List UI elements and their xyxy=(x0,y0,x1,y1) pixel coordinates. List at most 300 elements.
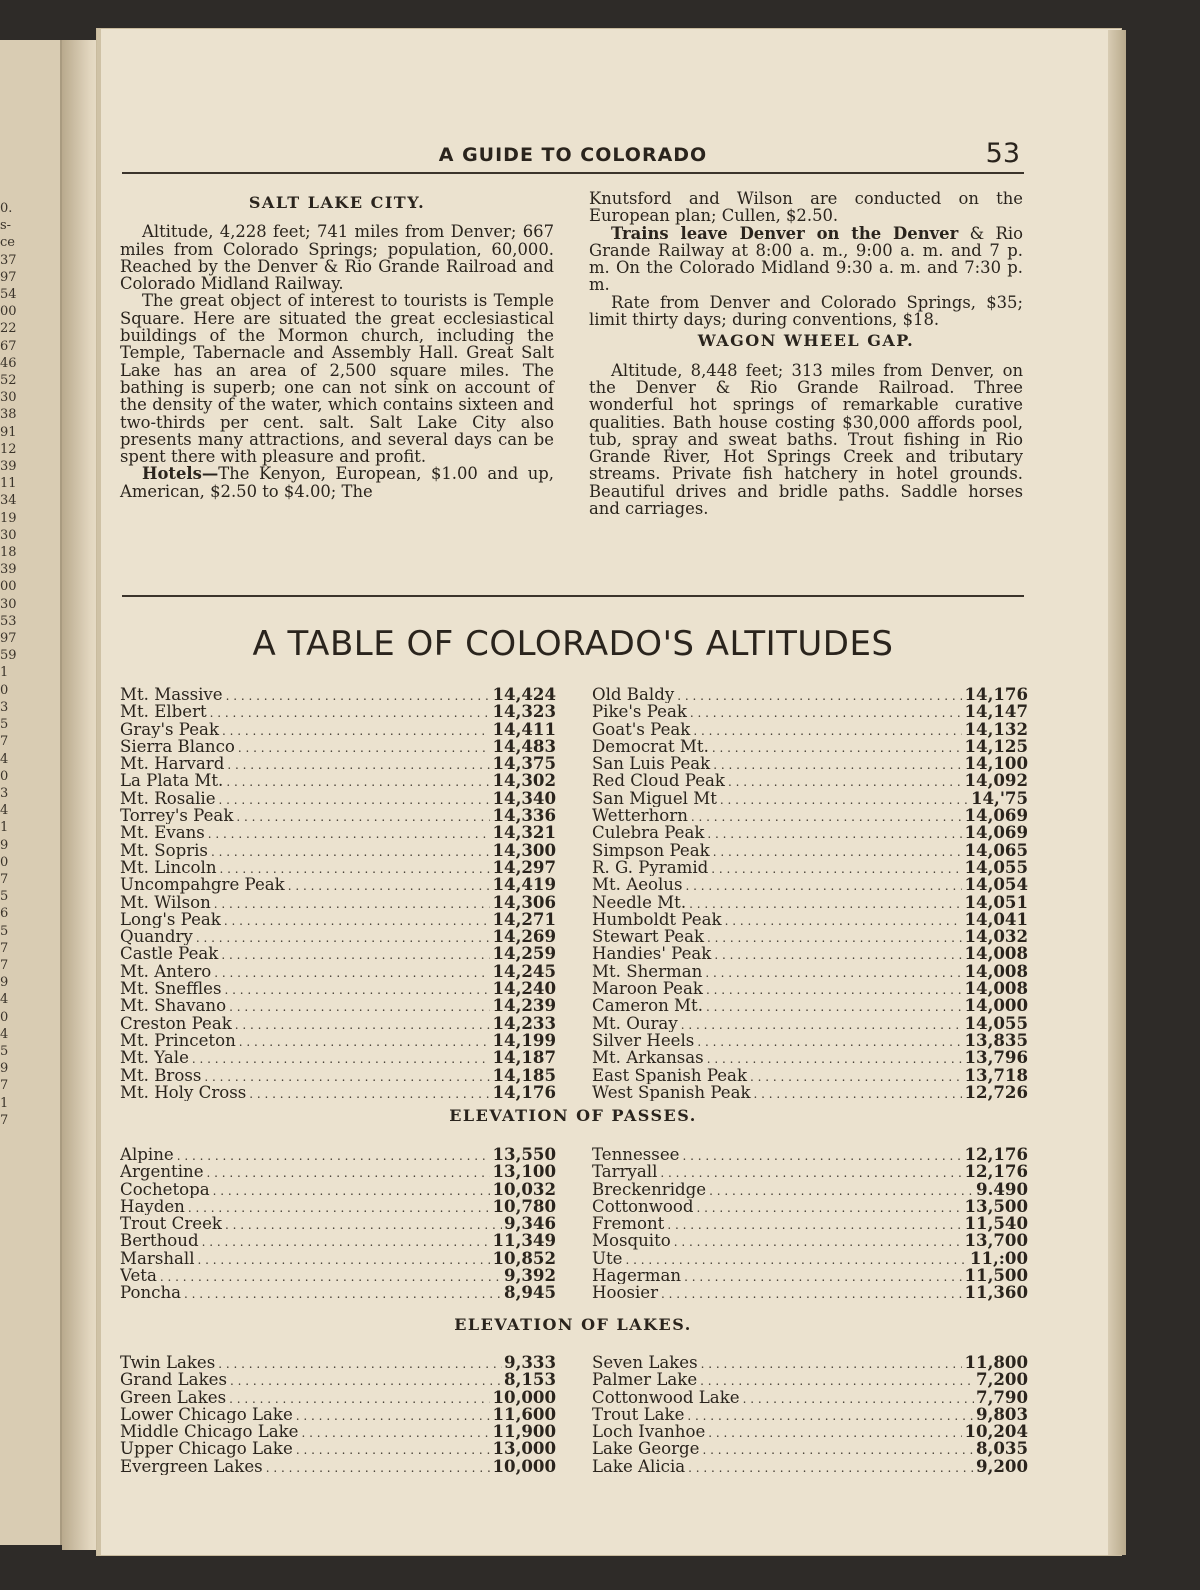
salt-lake-paragraph-2: The great object of interest to tourists is Temple Square. Here are situated the great ecclesiastical buildings of the Mormon church, including the Temple, Tabernacle and Assembly Hall. Great Salt Lake has an area of 2,500 square miles. The bathing is superb; one can not sink on account of the density of the water, which contains sixteen and two-thirds per cent. salt. Salt Lake City also presents many attractions, and several days can be spent there with pleasure and profit. xyxy=(120,291,554,467)
dot-leader xyxy=(226,686,491,703)
page-edge-shadow xyxy=(1108,30,1126,1555)
hotels-text: The Kenyon, European, $1.00 and up, American, $2.50 to $4.00; The xyxy=(120,464,554,501)
salt-lake-hotels xyxy=(120,465,554,500)
margin-fragment: 4 xyxy=(0,751,9,767)
elevation-value: 14,032 xyxy=(964,928,1028,946)
margin-fragment: 46 xyxy=(0,355,17,371)
elevation-row xyxy=(120,1198,556,1215)
dot-leader xyxy=(266,1458,491,1475)
dot-leader xyxy=(703,1440,975,1457)
place-name: Maroon Peak xyxy=(592,980,703,998)
place-name: Argentine xyxy=(120,1163,204,1181)
dot-leader xyxy=(202,1232,491,1249)
margin-fragment: 7 xyxy=(0,734,9,750)
elevation-row xyxy=(592,842,1028,859)
elevation-value: 14,340 xyxy=(492,789,556,808)
elevation-row xyxy=(592,876,1028,893)
trains-paragraph xyxy=(589,225,1023,294)
elevation-value: 14,187 xyxy=(492,1049,556,1067)
place-name: Mt. Antero xyxy=(120,962,212,981)
elevation-row xyxy=(120,876,556,893)
place-name: Stewart Peak xyxy=(592,928,705,946)
elevation-row xyxy=(592,945,1028,962)
dot-leader xyxy=(224,911,491,928)
place-name: Palmer Lake xyxy=(592,1371,698,1389)
margin-fragment: 1 xyxy=(0,820,9,836)
elevation-value: 9,803 xyxy=(976,1405,1028,1424)
elevation-row xyxy=(592,807,1028,824)
place-name: Red Cloud Peak xyxy=(592,772,725,790)
elevation-row xyxy=(592,1250,1028,1267)
place-name: Needle Mt. xyxy=(592,893,687,911)
elevation-row xyxy=(592,980,1028,997)
elevation-value: 8,035 xyxy=(976,1440,1028,1458)
place-name: Mt. Elbert xyxy=(120,703,207,721)
elevation-row xyxy=(592,1049,1028,1066)
dot-leader xyxy=(750,1067,962,1084)
elevation-row xyxy=(120,1146,556,1163)
elevation-value: 8,945 xyxy=(504,1284,556,1302)
dot-leader xyxy=(625,1250,967,1267)
margin-fragment: 53 xyxy=(0,613,17,629)
margin-fragment: 00 xyxy=(0,304,17,320)
elevation-row xyxy=(592,1458,1028,1475)
place-name: Mt. Lincoln xyxy=(120,858,217,877)
elevation-row xyxy=(120,1406,556,1423)
elevation-value: 14,132 xyxy=(964,720,1028,738)
dot-leader xyxy=(230,1371,502,1388)
dot-leader xyxy=(688,1458,974,1475)
margin-fragment: 39 xyxy=(0,459,17,475)
dot-leader xyxy=(674,1232,963,1249)
elevation-row xyxy=(120,1267,556,1284)
elevation-row xyxy=(120,1084,556,1101)
place-name: Lower Chicago Lake xyxy=(120,1405,293,1424)
elevation-value: 11,600 xyxy=(492,1405,556,1424)
elevation-value: 13,718 xyxy=(964,1066,1028,1084)
elevation-value: 13,500 xyxy=(964,1197,1028,1216)
margin-fragment: 97 xyxy=(0,631,17,647)
margin-fragment: 5 xyxy=(0,1043,9,1059)
passes-left-list xyxy=(120,1146,556,1302)
elevation-row xyxy=(592,703,1028,720)
margin-fragment: 91 xyxy=(0,424,17,440)
elevation-value: 14,297 xyxy=(492,858,556,877)
elevation-row xyxy=(120,1215,556,1232)
elevation-value: 14,008 xyxy=(964,962,1028,981)
elevation-value: 9.490 xyxy=(976,1180,1028,1198)
dot-leader xyxy=(229,1389,490,1406)
place-name: Cameron Mt. xyxy=(592,997,703,1015)
place-name: Middle Chicago Lake xyxy=(120,1423,299,1441)
dot-leader xyxy=(196,928,491,945)
dot-leader xyxy=(288,876,491,893)
elevation-value: 14,483 xyxy=(492,737,556,756)
elevation-row xyxy=(592,1406,1028,1423)
place-name: Ute xyxy=(592,1249,623,1268)
dot-leader xyxy=(177,1146,491,1163)
place-name: Cochetopa xyxy=(120,1180,210,1198)
elevation-value: 14,041 xyxy=(964,910,1028,929)
place-name: Mt. Rosalie xyxy=(120,789,216,808)
elevation-row xyxy=(592,1084,1028,1101)
dot-leader xyxy=(188,1198,491,1215)
dot-leader xyxy=(211,842,491,859)
dot-leader xyxy=(192,1049,491,1066)
margin-fragment: 4 xyxy=(0,803,9,819)
elevation-value: 14,147 xyxy=(964,703,1028,721)
elevation-value: 11,500 xyxy=(964,1267,1028,1285)
dot-leader xyxy=(684,1267,962,1284)
elevation-row xyxy=(592,824,1028,841)
dot-leader xyxy=(686,876,963,893)
place-name: Alpine xyxy=(120,1146,174,1164)
elevation-row xyxy=(592,928,1028,945)
place-name: Torrey's Peak xyxy=(120,807,234,825)
dot-leader xyxy=(707,824,962,841)
place-name: Mt. Princeton xyxy=(120,1031,236,1050)
running-header xyxy=(122,140,1024,174)
rate-paragraph: Rate from Denver and Colorado Springs, $35; limit thirty days; during conventions, $18. xyxy=(589,292,1023,330)
place-name: Simpson Peak xyxy=(592,841,710,859)
place-name: Seven Lakes xyxy=(592,1354,698,1372)
section-divider xyxy=(122,595,1024,597)
margin-fragment: 9 xyxy=(0,1061,9,1077)
place-name: Mt. Holy Cross xyxy=(120,1083,247,1102)
margin-fragment: 00 xyxy=(0,579,17,595)
place-name: Veta xyxy=(120,1267,157,1285)
trains-text: & Rio Grande Railway at 8:00 a. m., 9:00 a. m. and 7 p. m. On the Colorado Midland 9:30 a. m. and 7:30 p. m. xyxy=(589,223,1023,295)
margin-fragment: 39 xyxy=(0,562,17,578)
dot-leader xyxy=(691,807,963,824)
margin-fragment: 30 xyxy=(0,390,17,406)
elevation-row xyxy=(592,790,1028,807)
elevation-row xyxy=(592,772,1028,789)
place-name: Sierra Blanco xyxy=(120,737,235,756)
dot-leader xyxy=(705,963,962,980)
elevation-value: 14,323 xyxy=(492,703,556,721)
dot-leader xyxy=(713,755,962,772)
elevation-row xyxy=(592,755,1028,772)
dot-leader xyxy=(229,997,490,1014)
margin-fragment: 7 xyxy=(0,940,9,956)
hotels-label: Hotels— xyxy=(142,464,219,484)
margin-fragment: 30 xyxy=(0,527,17,543)
place-name: Goat's Peak xyxy=(592,720,691,738)
elevation-value: 11,900 xyxy=(492,1423,556,1441)
elevation-value: 14,271 xyxy=(492,910,556,929)
dot-leader xyxy=(213,1181,491,1198)
margin-fragment: 67 xyxy=(0,338,17,354)
place-name: Mt. Yale xyxy=(120,1049,189,1067)
place-name: Lake George xyxy=(592,1440,700,1458)
place-name: Mt. Arkansas xyxy=(592,1049,704,1067)
wagon-wheel-paragraph: Altitude, 8,448 feet; 313 miles from Denver, on the Denver & Rio Grande Railroad. Three wonderful hot springs of remarkable curative qualities. Bath house costing $30,000 affords pool, tub, spray and sweat baths. Trout fishing in Rio Grande River, Hot Springs Creek and tributary streams. Private fish hatchery in hotel grounds. Beautiful drives and bridle paths. Saddle horses and carriages. xyxy=(589,360,1023,519)
dot-leader xyxy=(667,1215,962,1232)
place-name: Poncha xyxy=(120,1284,182,1302)
elevation-value: 14,199 xyxy=(492,1031,556,1050)
altitudes-left-list xyxy=(120,686,556,1101)
elevation-row xyxy=(120,1389,556,1406)
place-name: Wetterhorn xyxy=(592,807,688,825)
margin-fragment: 0 xyxy=(0,682,9,698)
dot-leader xyxy=(697,1198,963,1215)
place-name: Upper Chicago Lake xyxy=(120,1440,293,1458)
elevation-row xyxy=(592,1423,1028,1440)
dot-leader xyxy=(706,980,963,997)
margin-fragment: 22 xyxy=(0,321,17,337)
elevation-value: 10,000 xyxy=(492,1457,556,1476)
margin-fragment: 7 xyxy=(0,1112,9,1128)
dot-leader xyxy=(707,1049,963,1066)
elevation-row xyxy=(592,721,1028,738)
elevation-value: 10,204 xyxy=(964,1423,1028,1441)
elevation-row xyxy=(120,1181,556,1198)
margin-fragment: 0 xyxy=(0,768,9,784)
place-name: Quandry xyxy=(120,928,193,946)
place-name: Green Lakes xyxy=(120,1388,227,1406)
place-name: Mt. Harvard xyxy=(120,755,225,773)
place-name: Mt. Sneffles xyxy=(120,980,222,998)
previous-page-edge xyxy=(0,40,62,1545)
elevation-row xyxy=(592,1181,1028,1198)
dot-leader xyxy=(238,738,491,755)
elevation-row xyxy=(120,1067,556,1084)
margin-fragment: 5 xyxy=(0,717,9,733)
elevation-row xyxy=(592,1163,1028,1180)
elevation-row xyxy=(592,859,1028,876)
elevation-row xyxy=(120,1284,556,1301)
elevation-row xyxy=(592,894,1028,911)
dot-leader xyxy=(249,1084,490,1101)
elevation-value: 8,153 xyxy=(504,1371,556,1389)
running-title: A GUIDE TO COLORADO xyxy=(438,144,708,166)
margin-fragment: 97 xyxy=(0,269,17,285)
elevation-row xyxy=(120,963,556,980)
dot-leader xyxy=(720,790,969,807)
place-name: Creston Peak xyxy=(120,1014,232,1032)
dot-leader xyxy=(682,1146,962,1163)
dot-leader xyxy=(207,1163,491,1180)
place-name: Culebra Peak xyxy=(592,824,705,842)
elevation-row xyxy=(120,1049,556,1066)
elevation-row xyxy=(120,772,556,789)
right-text-column xyxy=(589,190,1023,517)
dot-leader xyxy=(210,703,491,720)
dot-leader xyxy=(728,772,963,789)
dot-leader xyxy=(225,1215,502,1232)
place-name: Mt. Sopris xyxy=(120,841,208,859)
elevation-row xyxy=(120,945,556,962)
place-name: Trout Creek xyxy=(120,1215,222,1233)
elevation-row xyxy=(592,1067,1028,1084)
previous-page-text-fragments xyxy=(0,200,20,1129)
dot-leader xyxy=(712,738,963,755)
margin-fragment: s- xyxy=(0,218,12,234)
place-name: Grand Lakes xyxy=(120,1371,227,1389)
place-name: Hoosier xyxy=(592,1284,659,1302)
elevation-row xyxy=(120,1015,556,1032)
dot-leader xyxy=(184,1284,502,1301)
elevation-value: 14,306 xyxy=(492,893,556,911)
elevation-row xyxy=(592,1146,1028,1163)
elevation-value: 11,540 xyxy=(964,1215,1028,1233)
elevation-value: 14,185 xyxy=(492,1066,556,1084)
place-name: Gray's Peak xyxy=(120,720,219,738)
elevation-value: 14,233 xyxy=(492,1014,556,1032)
elevation-value: 10,780 xyxy=(492,1197,556,1216)
elevation-row xyxy=(120,1371,556,1388)
elevation-value: 14,336 xyxy=(492,807,556,825)
place-name: Tarryall xyxy=(592,1163,658,1181)
dot-leader xyxy=(220,859,491,876)
dot-leader xyxy=(743,1389,974,1406)
elevation-row xyxy=(592,1440,1028,1457)
elevation-row xyxy=(592,1389,1028,1406)
page-number: 53 xyxy=(985,138,1020,169)
margin-fragment: 1 xyxy=(0,1095,9,1111)
passes-heading: ELEVATION OF PASSES. xyxy=(449,1106,697,1125)
elevation-row xyxy=(120,1250,556,1267)
dot-leader xyxy=(660,1163,962,1180)
elevation-row xyxy=(120,755,556,772)
place-name: Mt. Aeolus xyxy=(592,876,683,894)
elevation-row xyxy=(120,1032,556,1049)
elevation-row xyxy=(592,1284,1028,1301)
dot-leader xyxy=(708,1423,962,1440)
elevation-row xyxy=(120,1423,556,1440)
elevation-row xyxy=(592,997,1028,1014)
elevation-row xyxy=(592,1215,1028,1232)
dot-leader xyxy=(214,963,490,980)
margin-fragment: 11 xyxy=(0,476,17,492)
dot-leader xyxy=(204,1067,490,1084)
place-name: Mosquito xyxy=(592,1232,671,1250)
elevation-row xyxy=(120,894,556,911)
place-name: San Luis Peak xyxy=(592,755,711,773)
margin-fragment: 18 xyxy=(0,545,17,561)
dot-leader xyxy=(706,997,963,1014)
elevation-row xyxy=(120,997,556,1014)
margin-fragment: 9 xyxy=(0,975,9,991)
elevation-value: 13,700 xyxy=(964,1232,1028,1250)
place-name: Uncompahgre Peak xyxy=(120,876,285,894)
dot-leader xyxy=(208,824,491,841)
dot-leader xyxy=(198,1250,491,1267)
dot-leader xyxy=(661,1284,962,1301)
place-name: Loch Ivanhoe xyxy=(592,1423,706,1441)
elevation-value: 9,346 xyxy=(504,1215,556,1233)
margin-fragment: 52 xyxy=(0,373,17,389)
place-name: Silver Heels xyxy=(592,1031,695,1050)
passes-right-list xyxy=(592,1146,1028,1302)
elevation-value: 10,000 xyxy=(492,1388,556,1406)
elevation-row xyxy=(120,686,556,703)
margin-fragment: 0 xyxy=(0,1009,9,1025)
elevation-value: 14,300 xyxy=(492,841,556,859)
margin-fragment: 34 xyxy=(0,493,17,509)
elevation-row xyxy=(592,1015,1028,1032)
place-name: San Miguel Mt xyxy=(592,789,717,808)
elevation-value: 14,051 xyxy=(964,893,1028,911)
dot-leader xyxy=(221,945,490,962)
place-name: Tennessee xyxy=(592,1146,680,1164)
elevation-value: 14,375 xyxy=(492,755,556,773)
dot-leader xyxy=(693,721,962,738)
elevation-value: 11,349 xyxy=(492,1232,556,1250)
margin-fragment: 3 xyxy=(0,785,9,801)
elevation-value: 9,333 xyxy=(504,1354,556,1372)
elevation-value: 14,054 xyxy=(964,876,1028,894)
dot-leader xyxy=(236,807,490,824)
place-name: Evergreen Lakes xyxy=(120,1457,263,1476)
dot-leader xyxy=(711,859,962,876)
margin-fragment: 12 xyxy=(0,441,17,457)
elevation-row xyxy=(592,738,1028,755)
elevation-value: 13,100 xyxy=(492,1163,556,1181)
place-name: Old Baldy xyxy=(592,686,675,704)
margin-fragment: 30 xyxy=(0,596,17,612)
dot-leader xyxy=(219,790,491,807)
dot-leader xyxy=(690,703,963,720)
hotels-continued: Knutsford and Wilson are conducted on the European plan; Cullen, $2.50. xyxy=(589,189,1023,226)
salt-lake-heading: SALT LAKE CITY. xyxy=(248,193,426,212)
margin-fragment: 59 xyxy=(0,648,17,664)
margin-fragment: 0 xyxy=(0,854,9,870)
dot-leader xyxy=(707,928,962,945)
dot-leader xyxy=(714,945,962,962)
elevation-value: 14,245 xyxy=(492,962,556,981)
margin-fragment: 7 xyxy=(0,957,9,973)
place-name: Castle Peak xyxy=(120,945,219,963)
dot-leader xyxy=(754,1084,963,1101)
elevation-value: 14,092 xyxy=(964,772,1028,790)
elevation-value: 10,852 xyxy=(492,1249,556,1268)
dot-leader xyxy=(296,1440,491,1457)
elevation-row xyxy=(592,911,1028,928)
place-name: Breckenridge xyxy=(592,1180,707,1198)
elevation-row xyxy=(120,842,556,859)
elevation-row xyxy=(120,911,556,928)
margin-fragment: 7 xyxy=(0,871,9,887)
place-name: Mt. Sherman xyxy=(592,962,703,981)
elevation-value: 14,125 xyxy=(964,737,1028,756)
elevation-row xyxy=(120,928,556,945)
dot-leader xyxy=(713,842,963,859)
elevation-value: 10,032 xyxy=(492,1180,556,1198)
elevation-row xyxy=(120,738,556,755)
dot-leader xyxy=(225,980,491,997)
place-name: Twin Lakes xyxy=(120,1354,216,1372)
margin-fragment: 5 xyxy=(0,889,9,905)
dot-leader xyxy=(689,894,962,911)
wagon-wheel-heading: WAGON WHEEL GAP. xyxy=(697,331,915,351)
place-name: Mt. Ouray xyxy=(592,1014,678,1032)
place-name: Trout Lake xyxy=(592,1405,685,1424)
place-name: Humboldt Peak xyxy=(592,910,722,929)
elevation-value: 14,259 xyxy=(492,945,556,963)
dot-leader xyxy=(218,1354,502,1371)
elevation-value: 14,176 xyxy=(964,686,1028,704)
place-name: La Plata Mt. xyxy=(120,772,224,790)
elevation-value: 12,726 xyxy=(964,1083,1028,1102)
elevation-row xyxy=(120,1354,556,1371)
dot-leader xyxy=(239,1032,491,1049)
dot-leader xyxy=(160,1267,502,1284)
place-name: Marshall xyxy=(120,1249,195,1268)
elevation-row xyxy=(120,1440,556,1457)
elevation-row xyxy=(120,807,556,824)
